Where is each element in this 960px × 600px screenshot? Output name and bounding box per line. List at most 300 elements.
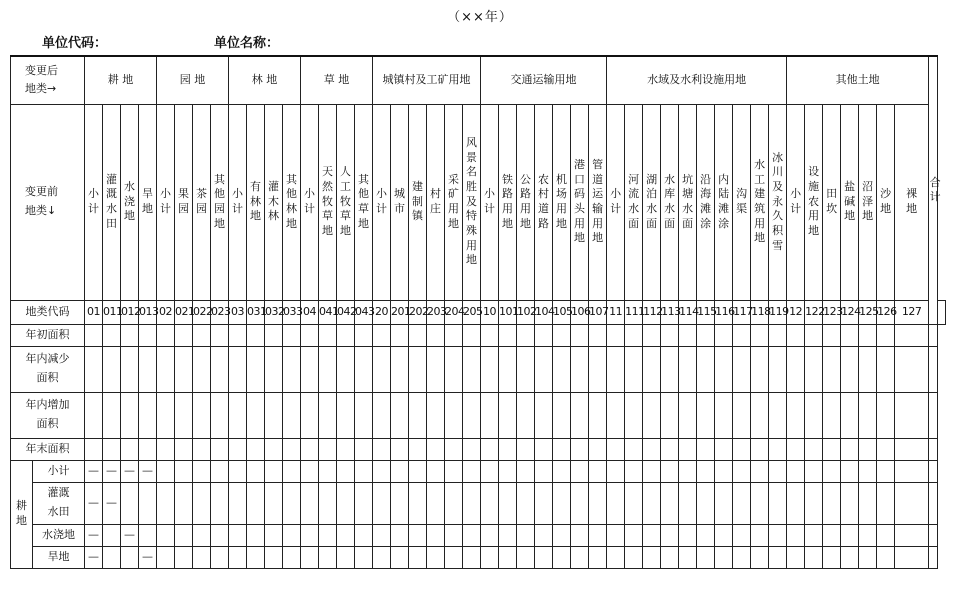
area-cell[interactable] bbox=[481, 324, 499, 346]
area-cell[interactable] bbox=[139, 438, 157, 460]
area-cell[interactable] bbox=[391, 460, 409, 482]
area-cell[interactable] bbox=[481, 438, 499, 460]
area-cell[interactable] bbox=[895, 346, 929, 392]
area-cell[interactable] bbox=[445, 324, 463, 346]
area-cell[interactable] bbox=[769, 438, 787, 460]
area-cell[interactable] bbox=[265, 482, 283, 524]
area-cell[interactable] bbox=[571, 524, 589, 546]
area-cell[interactable] bbox=[211, 460, 229, 482]
area-cell[interactable] bbox=[679, 524, 697, 546]
area-cell[interactable] bbox=[193, 460, 211, 482]
area-cell[interactable] bbox=[373, 392, 391, 438]
area-cell[interactable] bbox=[175, 460, 193, 482]
area-cell[interactable] bbox=[211, 324, 229, 346]
area-cell[interactable] bbox=[265, 460, 283, 482]
area-cell[interactable] bbox=[301, 438, 319, 460]
area-cell[interactable] bbox=[211, 346, 229, 392]
area-cell[interactable] bbox=[841, 324, 859, 346]
area-cell[interactable] bbox=[139, 346, 157, 392]
area-cell[interactable] bbox=[157, 438, 175, 460]
area-cell[interactable] bbox=[823, 482, 841, 524]
area-cell[interactable] bbox=[355, 546, 373, 568]
area-cell[interactable] bbox=[283, 460, 301, 482]
area-cell[interactable] bbox=[859, 482, 877, 524]
area-cell[interactable] bbox=[85, 438, 103, 460]
area-cell[interactable] bbox=[571, 460, 589, 482]
area-cell[interactable] bbox=[211, 546, 229, 568]
area-cell[interactable] bbox=[229, 346, 247, 392]
area-cell[interactable] bbox=[157, 324, 175, 346]
area-cell[interactable] bbox=[751, 438, 769, 460]
area-cell[interactable] bbox=[535, 524, 553, 546]
area-cell[interactable] bbox=[139, 392, 157, 438]
area-cell[interactable] bbox=[409, 324, 427, 346]
area-cell[interactable] bbox=[715, 524, 733, 546]
area-cell[interactable] bbox=[517, 546, 535, 568]
area-cell[interactable] bbox=[373, 460, 391, 482]
area-cell[interactable] bbox=[877, 346, 895, 392]
area-cell[interactable] bbox=[715, 324, 733, 346]
area-cell[interactable] bbox=[355, 438, 373, 460]
area-cell[interactable] bbox=[787, 324, 805, 346]
area-cell[interactable] bbox=[733, 460, 751, 482]
area-cell[interactable] bbox=[337, 346, 355, 392]
area-cell[interactable] bbox=[301, 460, 319, 482]
area-cell[interactable] bbox=[643, 438, 661, 460]
area-cell[interactable] bbox=[283, 482, 301, 524]
area-cell[interactable] bbox=[751, 524, 769, 546]
area-cell[interactable] bbox=[571, 482, 589, 524]
area-cell[interactable] bbox=[229, 482, 247, 524]
area-cell[interactable] bbox=[895, 438, 929, 460]
area-cell[interactable] bbox=[427, 460, 445, 482]
area-cell[interactable] bbox=[787, 392, 805, 438]
area-cell[interactable] bbox=[859, 438, 877, 460]
area-cell[interactable] bbox=[337, 460, 355, 482]
area-cell[interactable] bbox=[499, 482, 517, 524]
area-cell[interactable] bbox=[373, 482, 391, 524]
area-cell[interactable] bbox=[409, 524, 427, 546]
area-cell[interactable] bbox=[139, 524, 157, 546]
area-cell[interactable] bbox=[283, 524, 301, 546]
area-cell[interactable] bbox=[175, 524, 193, 546]
area-cell[interactable] bbox=[499, 546, 517, 568]
area-cell[interactable] bbox=[355, 524, 373, 546]
area-cell[interactable] bbox=[679, 482, 697, 524]
area-cell[interactable] bbox=[319, 392, 337, 438]
area-cell[interactable] bbox=[157, 346, 175, 392]
area-cell[interactable] bbox=[733, 346, 751, 392]
area-cell[interactable] bbox=[697, 524, 715, 546]
area-cell[interactable] bbox=[661, 346, 679, 392]
area-cell[interactable] bbox=[319, 346, 337, 392]
total-cell[interactable] bbox=[929, 524, 937, 546]
area-cell[interactable] bbox=[715, 346, 733, 392]
area-cell[interactable] bbox=[679, 324, 697, 346]
area-cell[interactable] bbox=[787, 546, 805, 568]
area-cell[interactable] bbox=[661, 460, 679, 482]
area-cell[interactable] bbox=[517, 482, 535, 524]
area-cell[interactable] bbox=[697, 546, 715, 568]
area-cell[interactable] bbox=[877, 392, 895, 438]
area-cell[interactable] bbox=[769, 324, 787, 346]
area-cell[interactable] bbox=[679, 438, 697, 460]
area-cell[interactable] bbox=[679, 346, 697, 392]
area-cell[interactable] bbox=[553, 482, 571, 524]
area-cell[interactable] bbox=[841, 546, 859, 568]
area-cell[interactable] bbox=[661, 524, 679, 546]
area-cell[interactable] bbox=[391, 346, 409, 392]
area-cell[interactable] bbox=[319, 546, 337, 568]
area-cell[interactable] bbox=[103, 546, 121, 568]
area-cell[interactable] bbox=[481, 460, 499, 482]
area-cell[interactable] bbox=[715, 392, 733, 438]
area-cell[interactable] bbox=[697, 482, 715, 524]
area-cell[interactable] bbox=[643, 460, 661, 482]
area-cell[interactable] bbox=[157, 524, 175, 546]
area-cell[interactable] bbox=[283, 438, 301, 460]
area-cell[interactable] bbox=[841, 524, 859, 546]
area-cell[interactable] bbox=[229, 460, 247, 482]
area-cell[interactable] bbox=[319, 324, 337, 346]
area-cell[interactable] bbox=[121, 346, 139, 392]
area-cell[interactable] bbox=[715, 546, 733, 568]
area-cell[interactable] bbox=[265, 324, 283, 346]
area-cell[interactable] bbox=[463, 346, 481, 392]
area-cell[interactable] bbox=[463, 482, 481, 524]
area-cell[interactable] bbox=[607, 524, 625, 546]
area-cell[interactable] bbox=[373, 524, 391, 546]
area-cell[interactable] bbox=[301, 524, 319, 546]
area-cell[interactable] bbox=[589, 346, 607, 392]
area-cell[interactable] bbox=[625, 324, 643, 346]
area-cell[interactable] bbox=[535, 546, 553, 568]
area-cell[interactable] bbox=[463, 438, 481, 460]
area-cell[interactable] bbox=[409, 392, 427, 438]
area-cell[interactable] bbox=[445, 546, 463, 568]
area-cell[interactable] bbox=[355, 346, 373, 392]
area-cell[interactable] bbox=[499, 438, 517, 460]
area-cell[interactable] bbox=[445, 346, 463, 392]
area-cell[interactable] bbox=[553, 524, 571, 546]
area-cell[interactable] bbox=[211, 438, 229, 460]
area-cell[interactable] bbox=[247, 482, 265, 524]
area-cell[interactable] bbox=[535, 346, 553, 392]
area-cell[interactable] bbox=[643, 546, 661, 568]
area-cell[interactable] bbox=[571, 392, 589, 438]
area-cell[interactable] bbox=[193, 482, 211, 524]
area-cell[interactable] bbox=[589, 392, 607, 438]
area-cell[interactable] bbox=[427, 346, 445, 392]
area-cell[interactable] bbox=[607, 438, 625, 460]
area-cell[interactable] bbox=[535, 324, 553, 346]
total-cell[interactable] bbox=[929, 546, 937, 568]
area-cell[interactable] bbox=[121, 324, 139, 346]
area-cell[interactable] bbox=[589, 524, 607, 546]
area-cell[interactable] bbox=[805, 482, 823, 524]
area-cell[interactable] bbox=[499, 324, 517, 346]
area-cell[interactable] bbox=[643, 524, 661, 546]
area-cell[interactable] bbox=[661, 392, 679, 438]
area-cell[interactable] bbox=[103, 438, 121, 460]
area-cell[interactable] bbox=[697, 460, 715, 482]
area-cell[interactable] bbox=[229, 438, 247, 460]
area-cell[interactable] bbox=[193, 546, 211, 568]
area-cell[interactable] bbox=[805, 346, 823, 392]
area-cell[interactable] bbox=[895, 324, 929, 346]
area-cell[interactable] bbox=[283, 546, 301, 568]
area-cell[interactable] bbox=[535, 438, 553, 460]
area-cell[interactable] bbox=[805, 546, 823, 568]
area-cell[interactable] bbox=[697, 392, 715, 438]
area-cell[interactable] bbox=[589, 438, 607, 460]
area-cell[interactable] bbox=[301, 392, 319, 438]
area-cell[interactable] bbox=[427, 392, 445, 438]
area-cell[interactable] bbox=[571, 324, 589, 346]
area-cell[interactable] bbox=[769, 524, 787, 546]
area-cell[interactable] bbox=[373, 546, 391, 568]
area-cell[interactable] bbox=[643, 324, 661, 346]
area-cell[interactable] bbox=[445, 438, 463, 460]
area-cell[interactable] bbox=[769, 546, 787, 568]
area-cell[interactable] bbox=[643, 392, 661, 438]
area-cell[interactable] bbox=[247, 438, 265, 460]
area-cell[interactable] bbox=[679, 392, 697, 438]
area-cell[interactable] bbox=[571, 438, 589, 460]
area-cell[interactable] bbox=[265, 546, 283, 568]
area-cell[interactable] bbox=[751, 482, 769, 524]
area-cell[interactable] bbox=[517, 524, 535, 546]
area-cell[interactable] bbox=[769, 460, 787, 482]
area-cell[interactable] bbox=[607, 324, 625, 346]
area-cell[interactable] bbox=[859, 392, 877, 438]
area-cell[interactable] bbox=[103, 324, 121, 346]
area-cell[interactable] bbox=[625, 346, 643, 392]
area-cell[interactable] bbox=[805, 524, 823, 546]
area-cell[interactable] bbox=[103, 524, 121, 546]
area-cell[interactable] bbox=[247, 346, 265, 392]
area-cell[interactable] bbox=[787, 482, 805, 524]
area-cell[interactable] bbox=[733, 438, 751, 460]
area-cell[interactable] bbox=[625, 438, 643, 460]
area-cell[interactable] bbox=[463, 460, 481, 482]
area-cell[interactable] bbox=[373, 346, 391, 392]
area-cell[interactable] bbox=[427, 324, 445, 346]
area-cell[interactable] bbox=[337, 324, 355, 346]
area-cell[interactable] bbox=[301, 324, 319, 346]
area-cell[interactable] bbox=[715, 460, 733, 482]
area-cell[interactable] bbox=[895, 392, 929, 438]
area-cell[interactable] bbox=[733, 324, 751, 346]
area-cell[interactable] bbox=[589, 460, 607, 482]
area-cell[interactable] bbox=[661, 438, 679, 460]
area-cell[interactable] bbox=[265, 438, 283, 460]
total-cell[interactable] bbox=[929, 460, 937, 482]
area-cell[interactable] bbox=[823, 392, 841, 438]
area-cell[interactable] bbox=[427, 546, 445, 568]
area-cell[interactable] bbox=[535, 482, 553, 524]
area-cell[interactable] bbox=[715, 482, 733, 524]
area-cell[interactable] bbox=[175, 324, 193, 346]
area-cell[interactable] bbox=[661, 482, 679, 524]
area-cell[interactable] bbox=[841, 438, 859, 460]
area-cell[interactable] bbox=[841, 346, 859, 392]
area-cell[interactable] bbox=[283, 346, 301, 392]
area-cell[interactable] bbox=[517, 346, 535, 392]
area-cell[interactable] bbox=[679, 460, 697, 482]
area-cell[interactable] bbox=[823, 324, 841, 346]
area-cell[interactable] bbox=[355, 460, 373, 482]
area-cell[interactable] bbox=[391, 392, 409, 438]
area-cell[interactable] bbox=[409, 460, 427, 482]
area-cell[interactable] bbox=[211, 482, 229, 524]
area-cell[interactable] bbox=[319, 524, 337, 546]
area-cell[interactable] bbox=[409, 346, 427, 392]
total-cell[interactable] bbox=[929, 346, 937, 392]
area-cell[interactable] bbox=[553, 546, 571, 568]
area-cell[interactable] bbox=[445, 524, 463, 546]
area-cell[interactable] bbox=[499, 346, 517, 392]
area-cell[interactable] bbox=[751, 324, 769, 346]
area-cell[interactable] bbox=[193, 392, 211, 438]
area-cell[interactable] bbox=[895, 546, 929, 568]
area-cell[interactable] bbox=[157, 482, 175, 524]
area-cell[interactable] bbox=[463, 324, 481, 346]
area-cell[interactable] bbox=[841, 482, 859, 524]
area-cell[interactable] bbox=[481, 546, 499, 568]
area-cell[interactable] bbox=[535, 460, 553, 482]
area-cell[interactable] bbox=[319, 482, 337, 524]
area-cell[interactable] bbox=[229, 546, 247, 568]
area-cell[interactable] bbox=[697, 438, 715, 460]
area-cell[interactable] bbox=[769, 482, 787, 524]
area-cell[interactable] bbox=[283, 392, 301, 438]
area-cell[interactable] bbox=[265, 392, 283, 438]
area-cell[interactable] bbox=[481, 346, 499, 392]
area-cell[interactable] bbox=[751, 346, 769, 392]
area-cell[interactable] bbox=[193, 346, 211, 392]
total-cell[interactable] bbox=[929, 482, 937, 524]
area-cell[interactable] bbox=[661, 546, 679, 568]
area-cell[interactable] bbox=[769, 392, 787, 438]
area-cell[interactable] bbox=[211, 392, 229, 438]
area-cell[interactable] bbox=[589, 546, 607, 568]
area-cell[interactable] bbox=[625, 460, 643, 482]
area-cell[interactable] bbox=[337, 392, 355, 438]
area-cell[interactable] bbox=[85, 324, 103, 346]
area-cell[interactable] bbox=[301, 546, 319, 568]
area-cell[interactable] bbox=[553, 438, 571, 460]
area-cell[interactable] bbox=[517, 324, 535, 346]
area-cell[interactable] bbox=[607, 392, 625, 438]
area-cell[interactable] bbox=[103, 392, 121, 438]
area-cell[interactable] bbox=[751, 392, 769, 438]
area-cell[interactable] bbox=[715, 438, 733, 460]
area-cell[interactable] bbox=[625, 392, 643, 438]
area-cell[interactable] bbox=[607, 546, 625, 568]
area-cell[interactable] bbox=[391, 324, 409, 346]
area-cell[interactable] bbox=[175, 346, 193, 392]
area-cell[interactable] bbox=[895, 482, 929, 524]
area-cell[interactable] bbox=[805, 438, 823, 460]
area-cell[interactable] bbox=[427, 524, 445, 546]
area-cell[interactable] bbox=[427, 482, 445, 524]
area-cell[interactable] bbox=[499, 392, 517, 438]
area-cell[interactable] bbox=[625, 482, 643, 524]
area-cell[interactable] bbox=[859, 524, 877, 546]
area-cell[interactable] bbox=[697, 324, 715, 346]
area-cell[interactable] bbox=[445, 392, 463, 438]
area-cell[interactable] bbox=[571, 546, 589, 568]
area-cell[interactable] bbox=[247, 392, 265, 438]
area-cell[interactable] bbox=[175, 392, 193, 438]
area-cell[interactable] bbox=[607, 460, 625, 482]
area-cell[interactable] bbox=[823, 346, 841, 392]
area-cell[interactable] bbox=[841, 392, 859, 438]
area-cell[interactable] bbox=[841, 460, 859, 482]
area-cell[interactable] bbox=[121, 546, 139, 568]
area-cell[interactable] bbox=[499, 524, 517, 546]
area-cell[interactable] bbox=[319, 438, 337, 460]
area-cell[interactable] bbox=[157, 392, 175, 438]
area-cell[interactable] bbox=[463, 546, 481, 568]
area-cell[interactable] bbox=[517, 460, 535, 482]
total-cell[interactable] bbox=[929, 438, 937, 460]
area-cell[interactable] bbox=[481, 482, 499, 524]
area-cell[interactable] bbox=[535, 392, 553, 438]
area-cell[interactable] bbox=[373, 438, 391, 460]
area-cell[interactable] bbox=[337, 438, 355, 460]
area-cell[interactable] bbox=[229, 392, 247, 438]
area-cell[interactable] bbox=[355, 324, 373, 346]
area-cell[interactable] bbox=[859, 460, 877, 482]
area-cell[interactable] bbox=[139, 482, 157, 524]
area-cell[interactable] bbox=[391, 546, 409, 568]
area-cell[interactable] bbox=[697, 346, 715, 392]
area-cell[interactable] bbox=[193, 324, 211, 346]
area-cell[interactable] bbox=[445, 460, 463, 482]
area-cell[interactable] bbox=[301, 482, 319, 524]
area-cell[interactable] bbox=[337, 546, 355, 568]
area-cell[interactable] bbox=[625, 524, 643, 546]
area-cell[interactable] bbox=[877, 482, 895, 524]
area-cell[interactable] bbox=[751, 546, 769, 568]
area-cell[interactable] bbox=[463, 392, 481, 438]
area-cell[interactable] bbox=[661, 324, 679, 346]
area-cell[interactable] bbox=[787, 524, 805, 546]
area-cell[interactable] bbox=[301, 346, 319, 392]
total-cell[interactable] bbox=[929, 392, 937, 438]
area-cell[interactable] bbox=[463, 524, 481, 546]
area-cell[interactable] bbox=[607, 346, 625, 392]
area-cell[interactable] bbox=[589, 482, 607, 524]
area-cell[interactable] bbox=[391, 438, 409, 460]
area-cell[interactable] bbox=[481, 392, 499, 438]
area-cell[interactable] bbox=[409, 546, 427, 568]
area-cell[interactable] bbox=[859, 346, 877, 392]
area-cell[interactable] bbox=[193, 524, 211, 546]
area-cell[interactable] bbox=[517, 392, 535, 438]
area-cell[interactable] bbox=[859, 546, 877, 568]
area-cell[interactable] bbox=[643, 482, 661, 524]
area-cell[interactable] bbox=[751, 460, 769, 482]
area-cell[interactable] bbox=[805, 324, 823, 346]
area-cell[interactable] bbox=[355, 392, 373, 438]
area-cell[interactable] bbox=[571, 346, 589, 392]
area-cell[interactable] bbox=[787, 346, 805, 392]
area-cell[interactable] bbox=[895, 460, 929, 482]
total-cell[interactable] bbox=[929, 324, 937, 346]
